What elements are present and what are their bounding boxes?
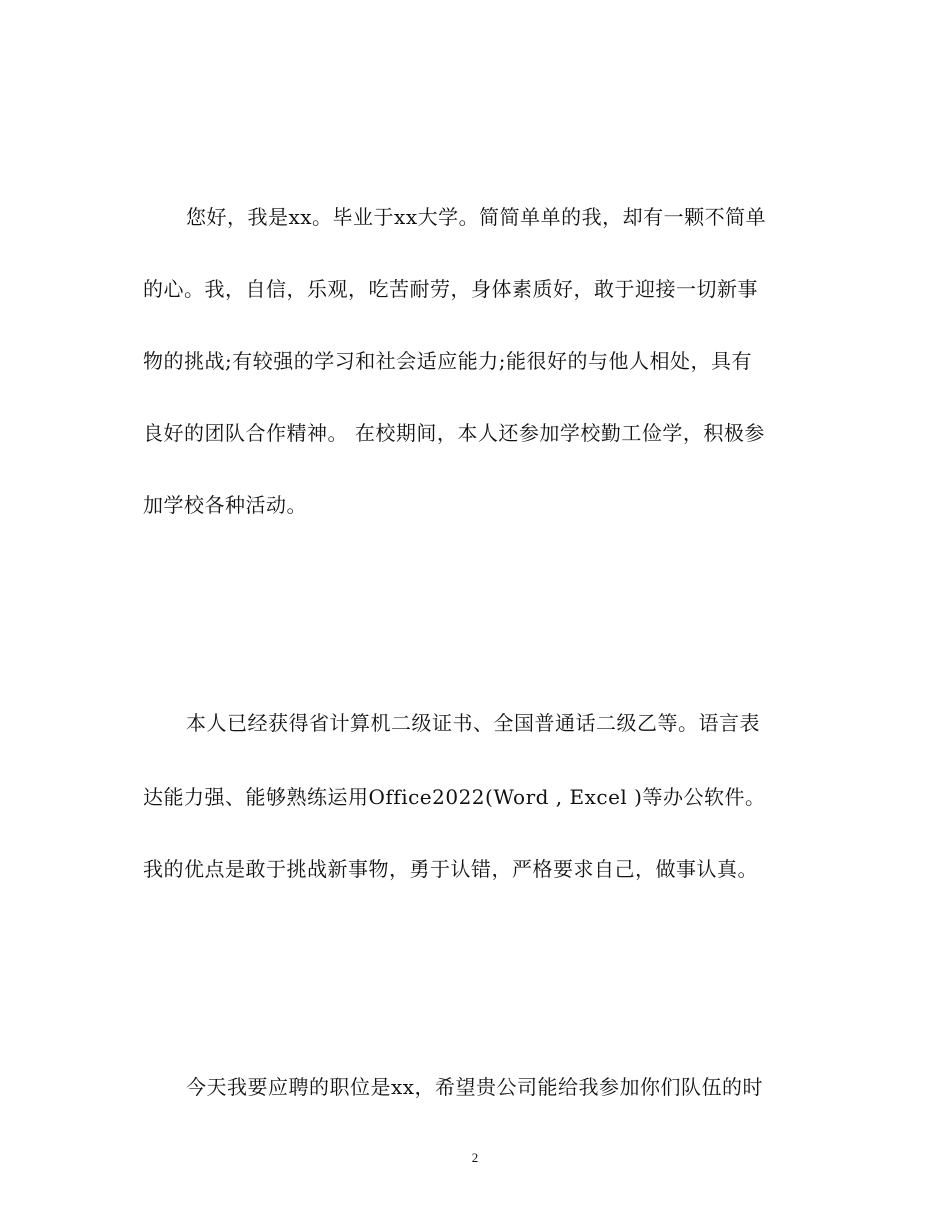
paragraph-line: 今天我要应聘的职位是xx，希望贵公司能给我参加你们队伍的时 (186, 1075, 764, 1099)
paragraph-line: 我的优点是敢于挑战新事物，勇于认错，严格要求自己，做事认真。 (143, 857, 758, 881)
paragraph-line: 的心。我，自信，乐观，吃苦耐劳，身体素质好，敢于迎接一切新事 (143, 277, 758, 301)
paragraph-line: 良好的团队合作精神。 在校期间，本人还参加学校勤工俭学，积极参 (143, 421, 765, 445)
paragraph-line: 本人已经获得省计算机二级证书、全国普通话二级乙等。语言表 (186, 711, 760, 735)
paragraph-line: 加学校各种活动。 (143, 493, 307, 517)
paragraph-line: 物的挑战;有较强的学习和社会适应能力;能很好的与他人相处，具有 (143, 349, 752, 373)
paragraph-line: 达能力强、能够熟练运用Office2022(Word , Excel )等办公软件。 (143, 785, 766, 809)
page-number: 2 (471, 1150, 479, 1165)
paragraph-line: 您好，我是xx。毕业于xx大学。简简单单的我，却有一颗不简单 (186, 205, 767, 229)
